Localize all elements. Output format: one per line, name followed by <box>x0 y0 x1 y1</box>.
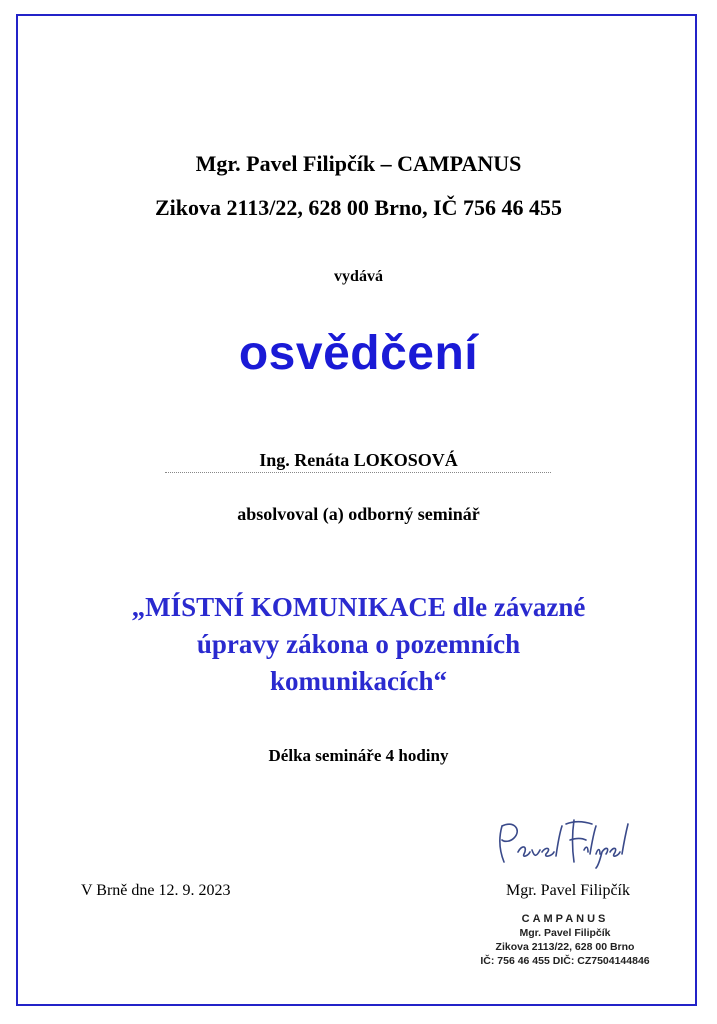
recipient-dotted-line <box>165 472 551 473</box>
issues-text: vydává <box>334 268 383 285</box>
seminar-duration: Délka semináře 4 hodiny <box>268 746 449 765</box>
issuer-name: Mgr. Pavel Filipčík – CAMPANUS <box>195 151 522 176</box>
handwritten-signature <box>488 812 638 870</box>
recipient-name: Ing. Renáta LOKOSOVÁ <box>259 450 458 470</box>
stamp-company: CAMPANUS <box>521 913 609 925</box>
place-and-date: V Brně dne 12. 9. 2023 <box>81 882 231 899</box>
company-stamp <box>470 912 660 968</box>
stamp-name: Mgr. Pavel Filipčík <box>519 927 611 939</box>
stamp-address: Zikova 2113/22, 628 00 Brno <box>495 941 635 953</box>
seminar-title <box>0 589 717 700</box>
issuer-address: Zikova 2113/22, 628 00 Brno, IČ 756 46 455 <box>154 195 563 220</box>
seminar-title-line-1: „MÍSTNÍ KOMUNIKACE dle závazné <box>131 592 586 622</box>
document-title: osvědčení <box>238 327 479 380</box>
signer-name: Mgr. Pavel Filipčík <box>506 882 630 899</box>
stamp-ids: IČ: 756 46 455 DIČ: CZ7504144846 <box>480 955 650 967</box>
seminar-title-line-3: komunikacích“ <box>269 666 448 696</box>
seminar-title-line-2: úpravy zákona o pozemních <box>196 629 521 659</box>
completed-text: absolvoval (a) odborný seminář <box>237 504 480 524</box>
